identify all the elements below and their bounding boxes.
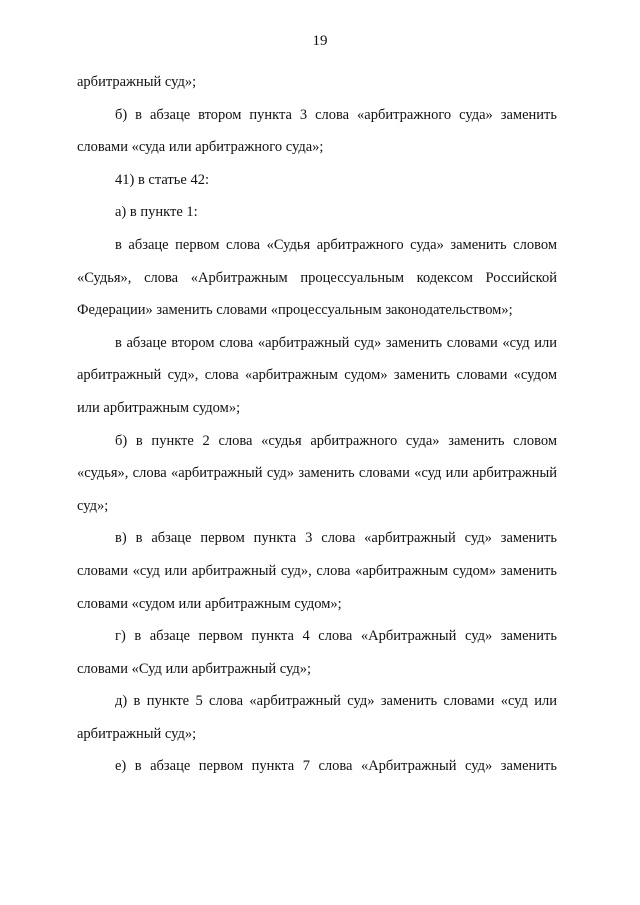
page-number: 19 — [312, 33, 328, 49]
paragraph-item-b: б) в абзаце втором пункта 3 слова «арбитражного суда» заменить словами «суда или арбитражного суда»; — [77, 106, 557, 156]
document-body — [77, 66, 557, 783]
paragraph-item-b-punkt-2: б) в пункте 2 слова «судья арбитражного суда» заменить словом «судья», слова «арбитражный суд» заменить словами «суд или арбитражный суд»; — [77, 432, 557, 514]
paragraph-item-41: 41) в статье 42: — [115, 171, 209, 188]
paragraph-item-e: е) в абзаце первом пункта 7 слова «Арбитражный суд» заменить — [115, 758, 557, 775]
paragraph-continuation: арбитражный суд»; — [77, 74, 197, 90]
paragraph-item-g: г) в абзаце первом пункта 4 слова «Арбитражный суд» заменить словами «Суд или арбитражный суд»; — [77, 628, 557, 677]
paragraph-abzac-first: в абзаце первом слова «Судья арбитражного суда» заменить словом «Судья», слова «Арбитражным процессуальным кодексом Российской Федерации» заменить словами «процессуальным законодательством»; — [77, 236, 557, 319]
paragraph-item-v: в) в абзаце первом пункта 3 слова «арбитражный суд» заменить словами «суд или арбитражный суд», слова «арбитражным судом» заменить словами «судом или арбитражным судом»; — [77, 530, 557, 612]
paragraph-abzac-second: в абзаце втором слова «арбитражный суд» заменить словами «суд или арбитражный суд», слова «арбитражным судом» заменить словами «судом или арбитражным судом»; — [77, 334, 557, 416]
paragraph-item-a: а) в пункте 1: — [115, 204, 198, 221]
paragraph-item-d: д) в пункте 5 слова «арбитражный суд» заменить словами «суд или арбитражный суд»; — [77, 693, 557, 742]
